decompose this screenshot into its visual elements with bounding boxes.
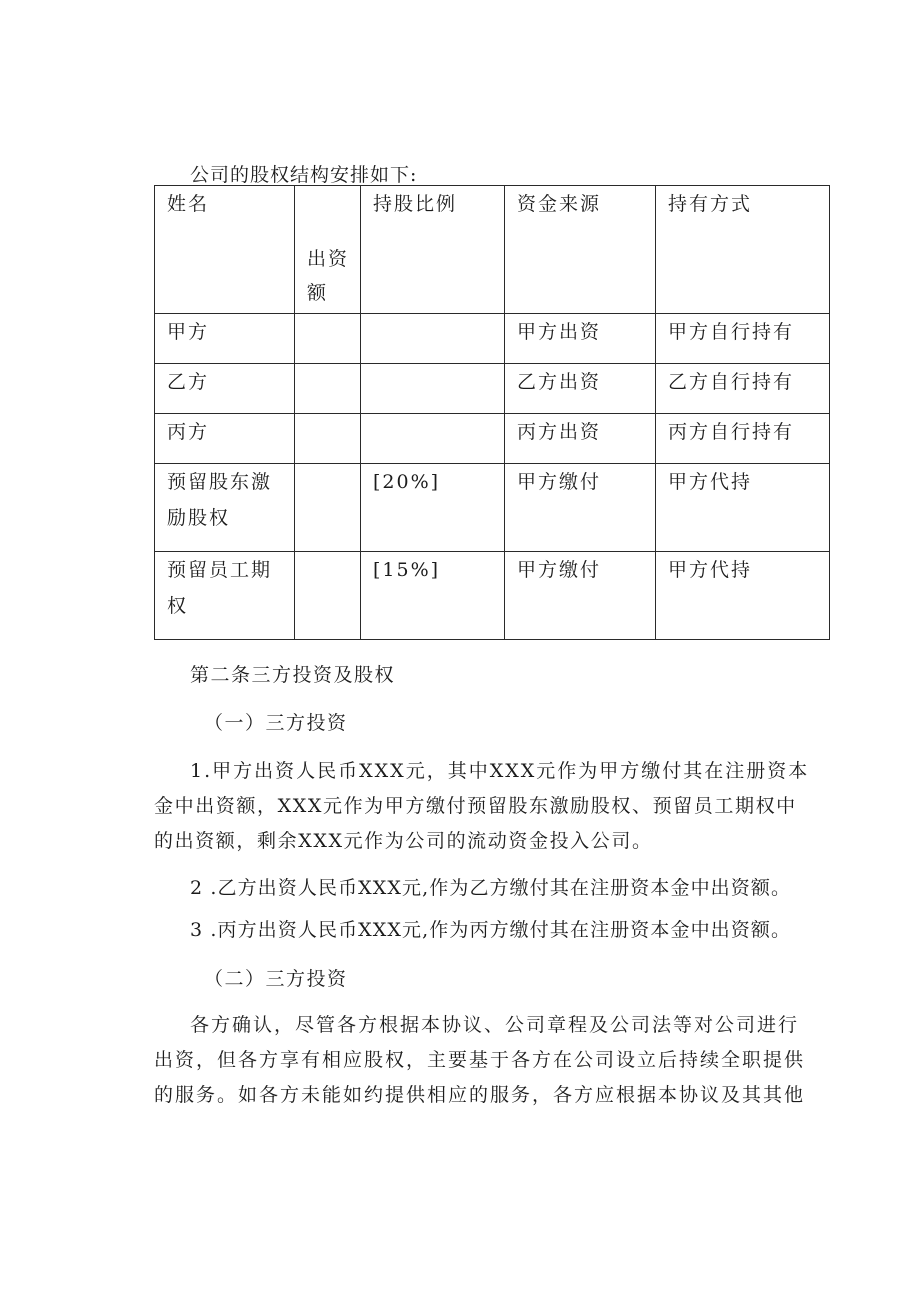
cell-ratio: [20%]	[361, 464, 505, 552]
header-source: 资金来源	[505, 186, 656, 314]
cell-ratio	[361, 414, 505, 464]
item1-line1: 1.甲方出资人民币XXX元，其中XXX元作为甲方缴付其在注册资本	[190, 760, 810, 782]
cell-amount	[295, 464, 361, 552]
article-title: 第二条三方投资及股权	[190, 664, 396, 686]
item3: 3 .丙方出资人民币XXX元,作为丙方缴付其在注册资本金中出资额。	[190, 919, 792, 941]
cell-ratio	[361, 314, 505, 364]
table-intro: 公司的股权结构安排如下:	[190, 164, 418, 186]
table-row	[155, 364, 830, 414]
paragraph-line2: 出资，但各方享有相应股权，主要基于各方在公司设立后持续全职提供	[154, 1049, 806, 1071]
cell-source: 乙方出资	[505, 364, 656, 414]
cell-source: 甲方缴付	[505, 464, 656, 552]
cell-ratio	[361, 364, 505, 414]
item1-line2: 金中出资额，XXX元作为甲方缴付预留股东激励股权、预留员工期权中	[154, 795, 797, 817]
paragraph-line1: 各方确认，尽管各方根据本协议、公司章程及公司法等对公司进行	[190, 1014, 800, 1036]
section2-heading: （二）三方投资	[204, 968, 348, 990]
header-holding: 持有方式	[656, 186, 830, 314]
cell-amount	[295, 414, 361, 464]
cell-holding: 甲方代持	[656, 464, 830, 552]
table-row	[155, 552, 830, 640]
cell-source: 丙方出资	[505, 414, 656, 464]
header-amount: 出资额	[295, 186, 361, 314]
cell-amount	[295, 552, 361, 640]
section1-heading: （一）三方投资	[204, 712, 348, 734]
cell-source: 甲方出资	[505, 314, 656, 364]
cell-name: 预留股东激励股权	[155, 464, 295, 552]
cell-name: 预留员工期权	[155, 552, 295, 640]
cell-amount	[295, 314, 361, 364]
cell-holding: 乙方自行持有	[656, 364, 830, 414]
cell-name: 丙方	[155, 414, 295, 464]
header-ratio: 持股比例	[361, 186, 505, 314]
cell-name: 甲方	[155, 314, 295, 364]
header-name: 姓名	[155, 186, 295, 314]
table-row	[155, 314, 830, 364]
table-header-row	[155, 186, 830, 314]
cell-holding: 丙方自行持有	[656, 414, 830, 464]
cell-ratio: [15%]	[361, 552, 505, 640]
cell-amount	[295, 364, 361, 414]
paragraph-line3: 的服务。如各方未能如约提供相应的服务，各方应根据本协议及其其他	[154, 1084, 806, 1106]
cell-holding: 甲方自行持有	[656, 314, 830, 364]
equity-structure-table	[154, 185, 830, 640]
table-row	[155, 464, 830, 552]
cell-name: 乙方	[155, 364, 295, 414]
cell-holding: 甲方代持	[656, 552, 830, 640]
item1-line3: 的出资额，剩余XXX元作为公司的流动资金投入公司。	[154, 830, 653, 852]
table-row	[155, 414, 830, 464]
item2: 2 .乙方出资人民币XXX元,作为乙方缴付其在注册资本金中出资额。	[190, 877, 792, 899]
cell-source: 甲方缴付	[505, 552, 656, 640]
